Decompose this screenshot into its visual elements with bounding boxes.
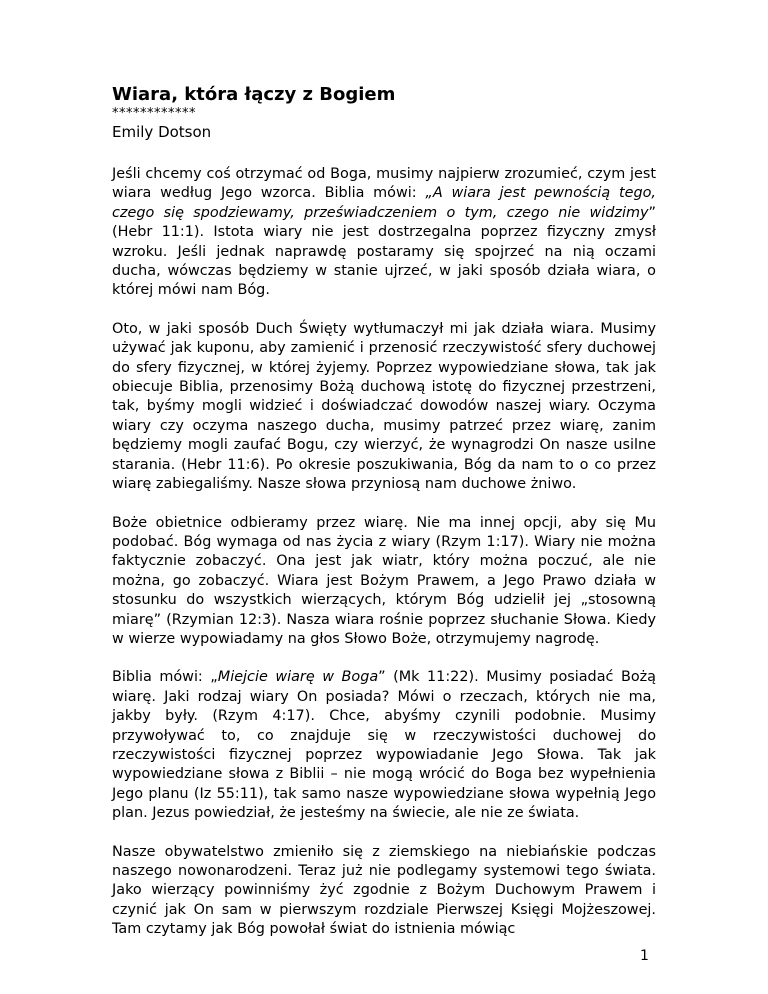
paragraph-1-quote: „A wiara jest pewnością tego, czego się spodziewamy, przeświadczeniem o tym, czego nie widzimy bbox=[112, 185, 656, 221]
paragraph-4 bbox=[112, 668, 656, 823]
paragraph-1 bbox=[112, 165, 656, 301]
paragraph-4-quote: Miejcie wiarę w Boga bbox=[217, 669, 379, 686]
paragraph-1-text-b: ” (Hebr 11:1). Istota wiary nie jest dostrzegalna poprzez fizyczny zmysł wzroku. Jeśli jednak naprawdę postaramy się spojrzeć na nią oczami ducha, wówczas będziemy w stanie ujrzeć, w jaki sposób działa wiara, o której mówi nam Bóg. bbox=[112, 204, 656, 299]
paragraph-5: Nasze obywatelstwo zmieniło się z ziemskiego na niebiańskie podczas naszego nowonarodzeni. Teraz już nie podlegamy systemowi tego świata. Jako wierzący powinniśmy żyć zgodnie z Bożym Duchowym Prawem i czynić jak On sam w pierwszym rozdziale Pierwszej Księgi Mojżeszowej. Tam czytamy jak Bóg powołał świat do istnienia mówiąc bbox=[112, 843, 656, 938]
paragraph-4-text-a: Biblia mówi: „ bbox=[112, 669, 218, 686]
author-name: Emily Dotson bbox=[112, 123, 212, 141]
page-number: 1 bbox=[640, 948, 649, 964]
paragraph-4-text-b: ” (Mk 11:22). Musimy posiadać Bożą wiarę. Jaki rodzaj wiary On posiada? Mówi o rzeczach, których nie ma, jakby były. (Rzym 4:17). Chce, abyśmy czynili podobnie. Musimy przywoływać to, co znajduje się w rzeczywistości duchowej do rzeczywistości fizycznej poprzez wypowiadanie Jego Słowa. Tak jak wypowiedziane słowa z Biblii – nie mogą wrócić do Boga bez wypełnienia Jego planu (Iz 55:11), tak samo nasze wypowiedziane słowa wypełnią Jego plan. Jezus powiedział, że jesteśmy na świecie, ale nie ze świata. bbox=[112, 669, 656, 822]
paragraph-3: Boże obietnice odbieramy przez wiarę. Nie ma innej opcji, aby się Mu podobać. Bóg wymaga od nas życia z wiary (Rzym 1:17). Wiary nie można faktycznie zobaczyć. Ona jest jak wiatr, który można poczuć, ale nie można, go zobaczyć. Wiara jest Bożym Prawem, a Jego Prawo działa w stosunku do wszystkich wierzących, którym Bóg udzielił jej „stosowną miarę” (Rzymian 12:3). Nasza wiara rośnie poprzez słuchanie Słowa. Kiedy w wierze wypowiadamy na głos Słowo Boże, otrzymujemy nagrodę. bbox=[112, 514, 656, 647]
paragraph-2: Oto, w jaki sposób Duch Święty wytłumaczył mi jak działa wiara. Musimy używać jak kuponu, aby zamienić i przenosić rzeczywistość sfery duchowej do sfery fizycznej, w której żyjemy. Poprzez wypowiedziane słowa, tak jak obiecuje Biblia, przenosimy Bożą duchową istotę do fizycznej przestrzeni, tak, byśmy mogli widzieć i doświadczać dowodów naszej wiary. Oczyma wiary czy oczyma naszego ducha, musimy patrzeć przez wiarę, zanim będziemy mogli zaufać Bogu, czy wierzyć, że wynagrodzi On nasze usilne starania. (Hebr 11:6). Po okresie poszukiwania, Bóg da nam to o co przez wiarę zabiegaliśmy. Nasze słowa przyniosą nam duchowe żniwo. bbox=[112, 320, 656, 493]
document-page bbox=[112, 84, 656, 959]
paragraph-1-text-a: Jeśli chcemy coś otrzymać od Boga, musimy najpierw zrozumieć, czym jest wiara według Jego wzorca. Biblia mówi: bbox=[112, 166, 656, 202]
title-separator: ************ bbox=[112, 106, 196, 121]
document-title: Wiara, która łączy z Bogiem bbox=[112, 84, 396, 105]
